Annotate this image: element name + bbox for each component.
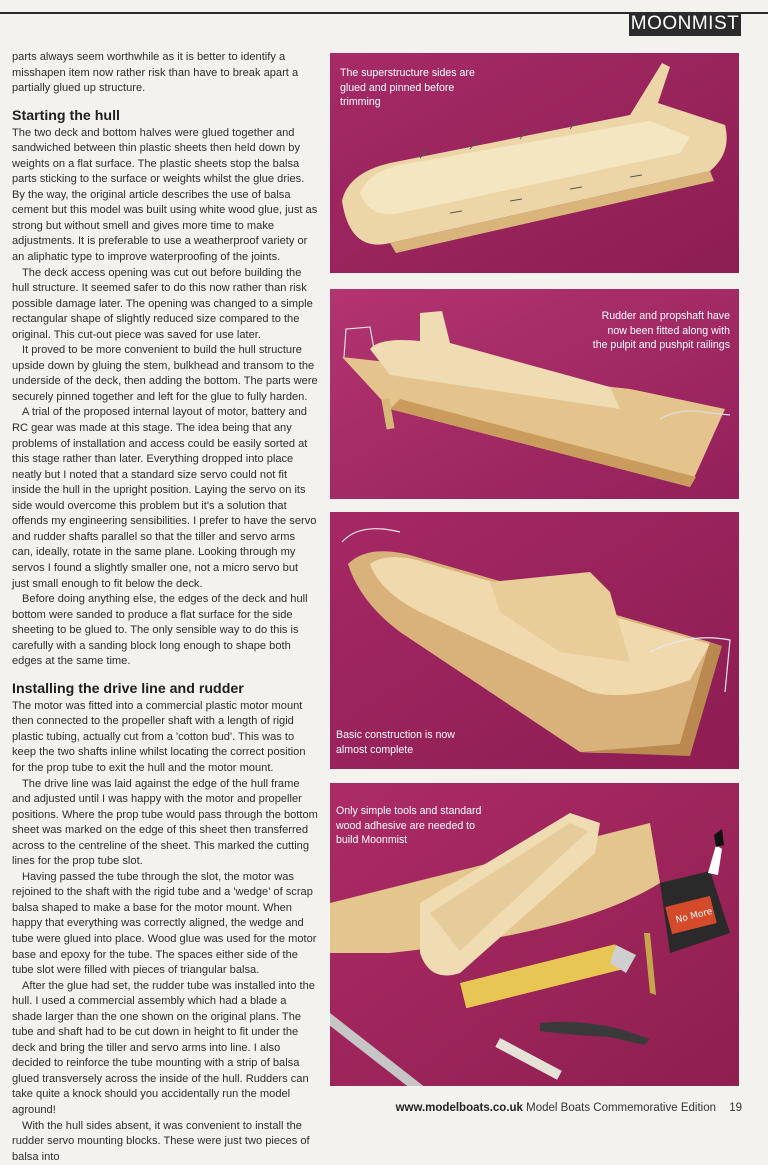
- section-tag: MOONMIST: [630, 13, 740, 34]
- caption: The superstructure sides are glued and pinned before trimming: [340, 67, 475, 108]
- paragraph: The drive line was laid against the edge of the hull frame and adjusted until I was happy with the motor and propeller positions. Where the prop tube would pass through the bottom sheet was marked on the edge of this sheet then transferred across to the centreline of the sheet. This marked the cutting lines for the prop tube slot.: [12, 777, 318, 868]
- photo-basic-construction: [330, 512, 739, 769]
- footer-publication: Model Boats Commemorative Edition: [526, 1102, 716, 1114]
- paragraph: The deck access opening was cut out before building the hull structure. It seemed safer to do this now rather than risk possible damage later. The opening was changed to a simple rectangular shape of slightly reduced size compared to the original. This cut-out piece was saved for use later.: [12, 266, 313, 341]
- heading-starting-hull: Starting the hull: [12, 107, 120, 124]
- caption: Basic construction is now almost complete: [336, 729, 455, 756]
- intro-paragraph: parts always seem worthwhile as it is better to identify a misshapen item now rather risk than have to break apart a partially glued up structure.: [12, 51, 299, 95]
- article-column: [12, 50, 318, 1165]
- page-footer: [0, 1102, 742, 1114]
- caption: Rudder and propshaft have now been fitted along with the pulpit and pushpit railings: [592, 310, 730, 351]
- heading-drive-line: Installing the drive line and rudder: [12, 680, 244, 697]
- paragraph: The two deck and bottom halves were glued together and sandwiched between thin plastic sheets then held down by weights on a flat surface. The plastic sheets stop the balsa parts sticking to the surface or weights whilst the glue dries. By the way, the original article describes the use of balsa cement but this model was built using white wood glue, just as strong but without smell and gives more time to make adjustments. It is preferable to use a weatherproof variety or an aliphatic type to improve waterproofing of the joints.: [12, 126, 318, 264]
- photo-rudder-propshaft: [330, 289, 739, 499]
- glue-label: No More: [674, 906, 714, 926]
- photo-superstructure: [330, 53, 739, 273]
- paragraph: Having passed the tube through the slot, the motor was rejoined to the shaft with the rigid tube and a 'wedge' of scrap balsa shaped to make a base for the motor mount. When happy that everything was correctly aligned, the wedge and tube were glued into place. Wood glue was used for the motor base and epoxy for the tube. The spaces either side of the tube slot were filled with pieces of triangular balsa.: [12, 870, 317, 977]
- paragraph: A trial of the proposed internal layout of motor, battery and RC gear was made at this stage. The idea being that any problems of installation and access could be easily sorted at this stage rather than later. Everything dropped into place neatly but I noted that a standard size servo could not fit inside the hull in the upright position. Laying the servo on its side would overcome this problem but it's a solution that offends my engineering sensibilities. I prefer to have the servo and rudder shafts parallel so that the tiller and servo arms can, ideally, rotate in the same plane. Looking through my servos I found a slightly smaller one, not a micro servo but just small enough to fit below the deck.: [12, 406, 317, 590]
- paragraph: The motor was fitted into a commercial plastic motor mount then connected to the propeller shaft with a length of rigid plastic tubing, actually cut from a 'cotton bud'. This was to keep the two shafts inline whilst locating the correct position for the prop tube to exit the hull and the motor mount.: [12, 699, 306, 774]
- paragraph: Before doing anything else, the edges of the deck and hull bottom were sanded to produce a flat surface for the side sheeting to be glued to. The only sensible way to do this is carefully with a sanding block long enough to shape both edges at the same time.: [12, 593, 308, 668]
- paragraph: After the glue had set, the rudder tube was installed into the hull. I used a commercial assembly which had a blade a shade larger than the one shown on the original plans. The tube and shaft had to be cut down in height to fit under the deck and bring the tiller and servo arms into line. I also decided to reinforce the tube mounting with a strip of balsa glued transversely across the inside of the hull. Rudders can take quite a knock should you accidentally run the model aground!: [12, 979, 315, 1116]
- paragraph: With the hull sides absent, it was convenient to install the rudder servo mounting blocks. These were just two pieces of balsa into: [12, 1119, 310, 1163]
- paragraph: It proved to be more convenient to build the hull structure upside down by gluing the stem, bulkhead and transom to the underside of the deck, then adding the bottom. The parts were securely pinned together and left for the glue to fully harden.: [12, 344, 318, 403]
- caption: Only simple tools and standard wood adhesive are needed to build Moonmist: [336, 805, 482, 846]
- page-number: 19: [729, 1102, 742, 1114]
- photo-tools: [330, 783, 739, 1086]
- footer-url[interactable]: www.modelboats.co.uk: [395, 1102, 523, 1114]
